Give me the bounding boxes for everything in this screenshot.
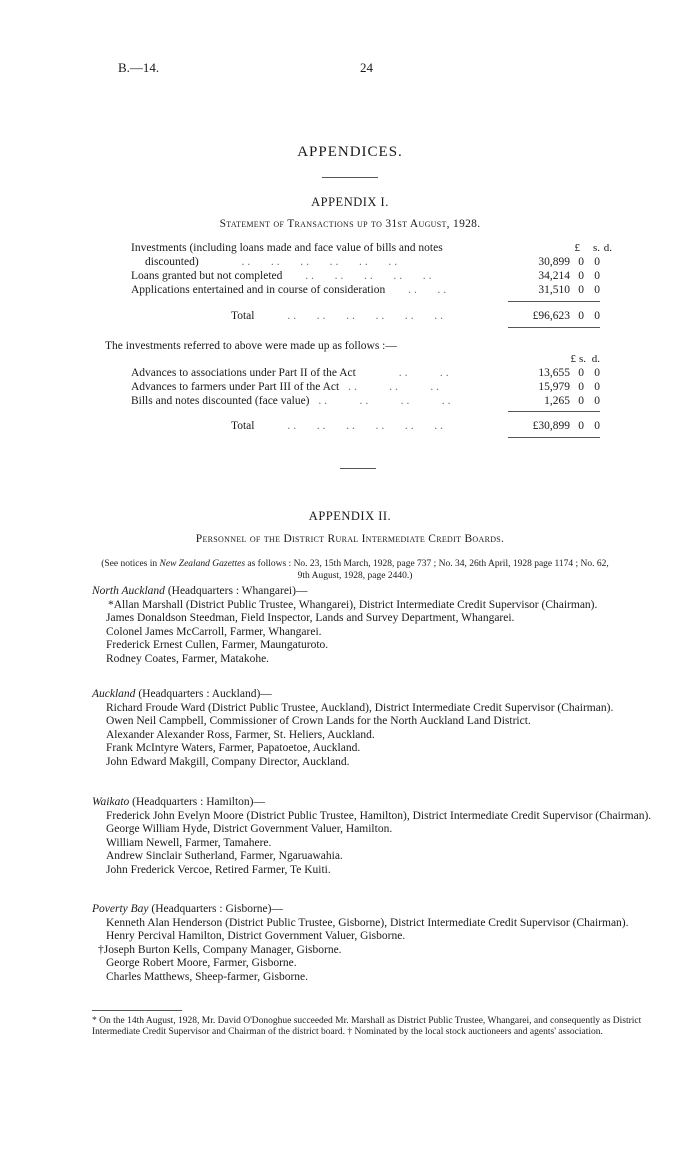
table-row: [131, 242, 443, 255]
col-header-pence: d.: [603, 242, 612, 254]
amount-shillings: 0: [578, 381, 584, 393]
board-member: Colonel James McCarroll, Farmer, Whangarei.: [106, 625, 322, 638]
amount-pence: 0: [594, 284, 600, 296]
amount-pounds: 34,214: [538, 270, 570, 282]
board-member: Owen Neil Campbell, Commissioner of Crown Lands for the North Auckland Land District.: [106, 715, 531, 728]
amount-shillings: 0: [578, 395, 584, 407]
amount-shillings: 0: [578, 367, 584, 379]
appendices-title: APPENDICES.: [297, 144, 403, 160]
amount-shillings: 0: [578, 270, 584, 282]
col-header-shillings: s.: [578, 353, 586, 365]
amount-pence: 0: [594, 256, 600, 268]
board-waikato: [92, 796, 652, 878]
row-label: Applications entertained and in course of consideration: [131, 284, 386, 296]
total-label: Total: [231, 420, 255, 432]
sum-rule: [508, 437, 600, 438]
table-row: discounted) .. .. .. .. .. ..: [145, 256, 401, 268]
footnote-rule: [92, 1010, 182, 1011]
board-member: Richard Froude Ward (District Public Trustee, Auckland), District Intermediate Credit Supervisor (Chairman).: [106, 701, 614, 714]
board-member: †Joseph Burton Kells, Company Manager, Gisborne.: [98, 943, 342, 956]
footnote: * On the 14th August, 1928, Mr. David O'Donoghue succeeded Mr. Marshall as District Public Trustee, Whangarei, and consequently as District Intermediate Credit Supervisor and Chairman of the district board. † Nominated by the local stock auctioneers and agents' association.: [92, 1016, 642, 1037]
row-label: Investments (including loans made and face value of bills and notes: [131, 242, 443, 254]
total-shillings: 0: [578, 310, 584, 322]
board-member: James Donaldson Steedman, Field Inspector, Lands and Survey Department, Whangarei.: [106, 612, 515, 625]
amount-shillings: 0: [578, 284, 584, 296]
board-member: William Newell, Farmer, Tamahere.: [106, 836, 272, 849]
page-header: [118, 60, 598, 76]
appendix-2-heading: APPENDIX II.: [308, 509, 392, 523]
table-row: Loans granted but not completed .. .. .. .. ..: [131, 270, 435, 282]
amount-pounds: 30,899: [538, 256, 570, 268]
amount-pounds: 15,979: [538, 381, 570, 393]
board-member: John Edward Makgill, Company Director, Auckland.: [106, 755, 350, 768]
parliamentary-paper-ref: B.—14.: [118, 60, 160, 75]
gazette-note: [95, 558, 615, 582]
col-header-pence: d.: [591, 353, 600, 365]
note-text: as follows : No. 23, 15th March, 1928, page 737 ; No. 34, 26th April, 1928 page 1174 ; No. 62, 9th August, 1928, page 2440.): [245, 559, 609, 581]
board-hq: (Headquarters : Whangarei)—: [164, 585, 308, 597]
board-member: George Robert Moore, Farmer, Gisborne.: [106, 957, 297, 970]
board-member: Charles Matthews, Sheep-farmer, Gisborne.: [106, 970, 309, 983]
table-row: Applications entertained and in course of consideration .. ..: [131, 284, 450, 296]
row-label: Advances to farmers under Part III of the Act: [131, 381, 340, 393]
board-hq: (Headquarters : Hamilton)—: [129, 796, 266, 808]
col-header-pounds: £: [570, 353, 576, 365]
board-name: Poverty Bay: [92, 903, 149, 915]
board-member: Frank McIntyre Waters, Farmer, Papatoetoe, Auckland.: [106, 742, 361, 755]
amount-pounds: 13,655: [538, 367, 570, 379]
col-header-shillings: s.: [592, 242, 600, 254]
row-label: Advances to associations under Part II of the Act: [131, 367, 356, 379]
amount-pounds: 1,265: [544, 395, 570, 407]
board-member: Andrew Sinclair Sutherland, Farmer, Ngaruawahia.: [106, 850, 343, 863]
total-pounds: £96,623: [532, 310, 570, 322]
amount-pence: 0: [594, 395, 600, 407]
board-member: Frederick Ernest Cullen, Farmer, Maungaturoto.: [106, 639, 329, 652]
page-number: 24: [360, 60, 373, 75]
note-text: (See notices in: [101, 559, 160, 569]
appendix-2-subtitle: Personnel of the District Rural Intermediate Credit Boards.: [195, 533, 505, 545]
board-member: Henry Percival Hamilton, District Government Valuer, Gisborne.: [106, 930, 406, 943]
total-row: Total .. .. .. .. .. ..: [231, 310, 446, 322]
breakdown-intro: The investments referred to above were made up as follows :—: [105, 340, 397, 352]
board-member: Kenneth Alan Henderson (District Public Trustee, Gisborne), District Intermediate Credit Supervisor (Chairman).: [106, 916, 629, 929]
total-pence: 0: [594, 310, 600, 322]
amount-pence: 0: [594, 381, 600, 393]
board-member: Alexander Alexander Ross, Farmer, St. Heliers, Auckland.: [106, 728, 375, 741]
col-header-pounds: £: [574, 242, 580, 254]
amount-shillings: 0: [578, 256, 584, 268]
board-name: Auckland: [92, 688, 136, 700]
note-gazette-title: New Zealand Gazettes: [159, 559, 246, 569]
board-member: Frederick John Evelyn Moore (District Public Trustee, Hamilton), District Intermediate Credit Supervisor (Chairman).: [106, 809, 652, 822]
board-hq: (Headquarters : Gisborne)—: [148, 903, 283, 915]
appendix-1-subtitle: Statement of Transactions up to 31st August, 1928.: [219, 218, 481, 230]
board-name: Waikato: [92, 796, 130, 808]
amount-pence: 0: [594, 367, 600, 379]
total-row: Total .. .. .. .. .. ..: [231, 420, 446, 432]
appendix-1-heading: APPENDIX I.: [311, 195, 389, 209]
board-member: John Frederick Vercoe, Retired Farmer, Te Kuiti.: [106, 863, 331, 876]
row-label: Bills and notes discounted (face value): [131, 395, 310, 407]
transactions-table: [0, 242, 700, 442]
sum-rule: [508, 411, 600, 412]
row-label: discounted): [145, 256, 199, 268]
board-member: Rodney Coates, Farmer, Matakohe.: [106, 652, 270, 665]
total-label: Total: [231, 310, 255, 322]
amount-pence: 0: [594, 270, 600, 282]
divider: [340, 468, 376, 469]
total-pence: 0: [594, 420, 600, 432]
board-poverty-bay: [92, 903, 652, 985]
table-row: Advances to associations under Part II of the Act .. ..: [131, 367, 452, 379]
divider: [322, 177, 378, 178]
board-member: George William Hyde, District Government Valuer, Hamilton.: [106, 823, 393, 836]
board-north-auckland: [92, 585, 652, 667]
sum-rule: [508, 327, 600, 328]
total-shillings: 0: [578, 420, 584, 432]
table-row: Advances to farmers under Part III of the Act .. .. ..: [131, 381, 443, 393]
amount-pounds: 31,510: [538, 284, 570, 296]
board-name: North Auckland: [92, 585, 165, 597]
board-hq: (Headquarters : Auckland)—: [135, 688, 272, 700]
board-auckland: [92, 688, 652, 770]
sum-rule: [508, 301, 600, 302]
table-row: Bills and notes discounted (face value) .. .. .. ..: [131, 395, 454, 407]
row-label: Loans granted but not completed: [131, 270, 283, 282]
total-pounds: £30,899: [532, 420, 570, 432]
board-member: *Allan Marshall (District Public Trustee, Whangarei), District Intermediate Credit Supervisor (Chairman).: [108, 598, 598, 611]
